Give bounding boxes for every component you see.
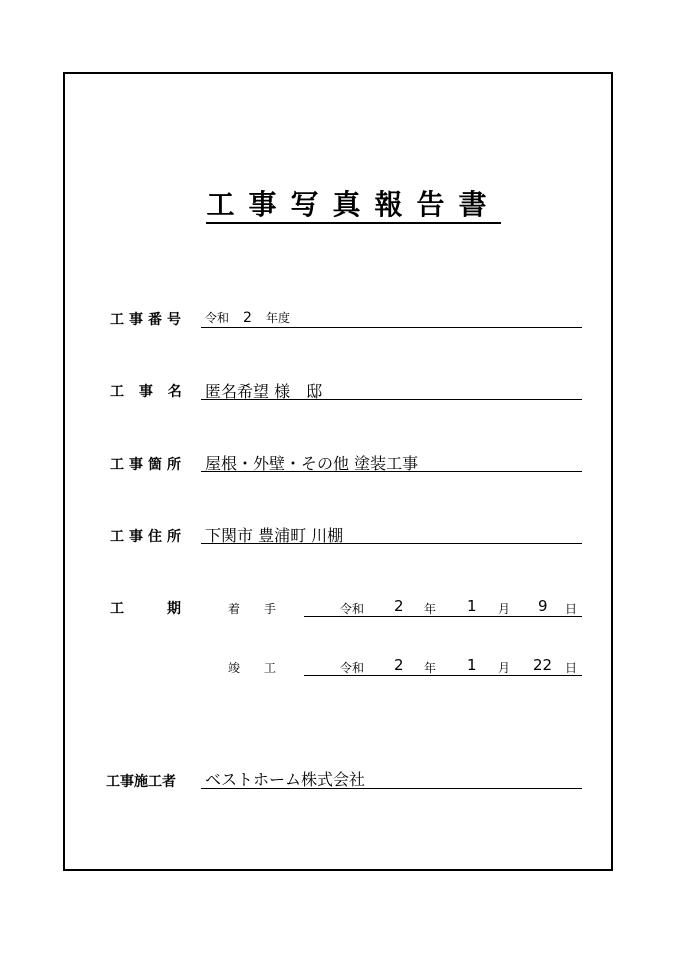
number-era: 令和 (205, 311, 230, 325)
underline-start-date (304, 616, 582, 617)
document-title: 工事写真報告書 (206, 186, 501, 224)
end-day: 22 (533, 656, 553, 674)
value-construction-address: 下関市 豊浦町 川棚 (205, 526, 344, 545)
number-suffix: 年度 (265, 311, 290, 325)
underline-contractor (201, 788, 582, 789)
label-construction-name: 工 事 名 (110, 384, 187, 400)
label-construction-period: 工 期 (110, 601, 186, 617)
end-year: 2 (394, 656, 404, 674)
end-year-unit: 年 (424, 661, 437, 675)
label-start: 着 手 (228, 602, 277, 616)
value-contractor: ベストホーム株式会社 (205, 770, 366, 789)
label-construction-location: 工事箇所 (110, 457, 186, 473)
value-construction-name: 匿名希望 様 邸 (205, 382, 323, 401)
underline-construction-number (201, 327, 582, 328)
underline-completion-date (304, 675, 582, 676)
underline-construction-location (201, 471, 582, 472)
value-construction-number (205, 309, 290, 326)
label-contractor: 工事施工者 (106, 774, 176, 790)
number-year: 2 (243, 310, 252, 326)
end-month-unit: 月 (498, 661, 511, 675)
start-day-unit: 日 (565, 602, 578, 616)
value-construction-location: 屋根・外壁・その他 塗装工事 (205, 454, 419, 473)
start-day: 9 (538, 597, 548, 615)
end-day-unit: 日 (565, 661, 578, 675)
start-month: 1 (467, 597, 477, 615)
underline-construction-name (201, 399, 582, 400)
label-construction-number: 工事番号 (110, 312, 186, 328)
underline-construction-address (201, 543, 582, 544)
start-month-unit: 月 (498, 602, 511, 616)
start-year-unit: 年 (424, 602, 437, 616)
start-era: 令和 (340, 602, 365, 616)
end-month: 1 (467, 656, 477, 674)
label-construction-address: 工事住所 (110, 529, 186, 545)
end-era: 令和 (340, 661, 365, 675)
start-year: 2 (394, 597, 404, 615)
label-completion: 竣 工 (228, 661, 277, 675)
